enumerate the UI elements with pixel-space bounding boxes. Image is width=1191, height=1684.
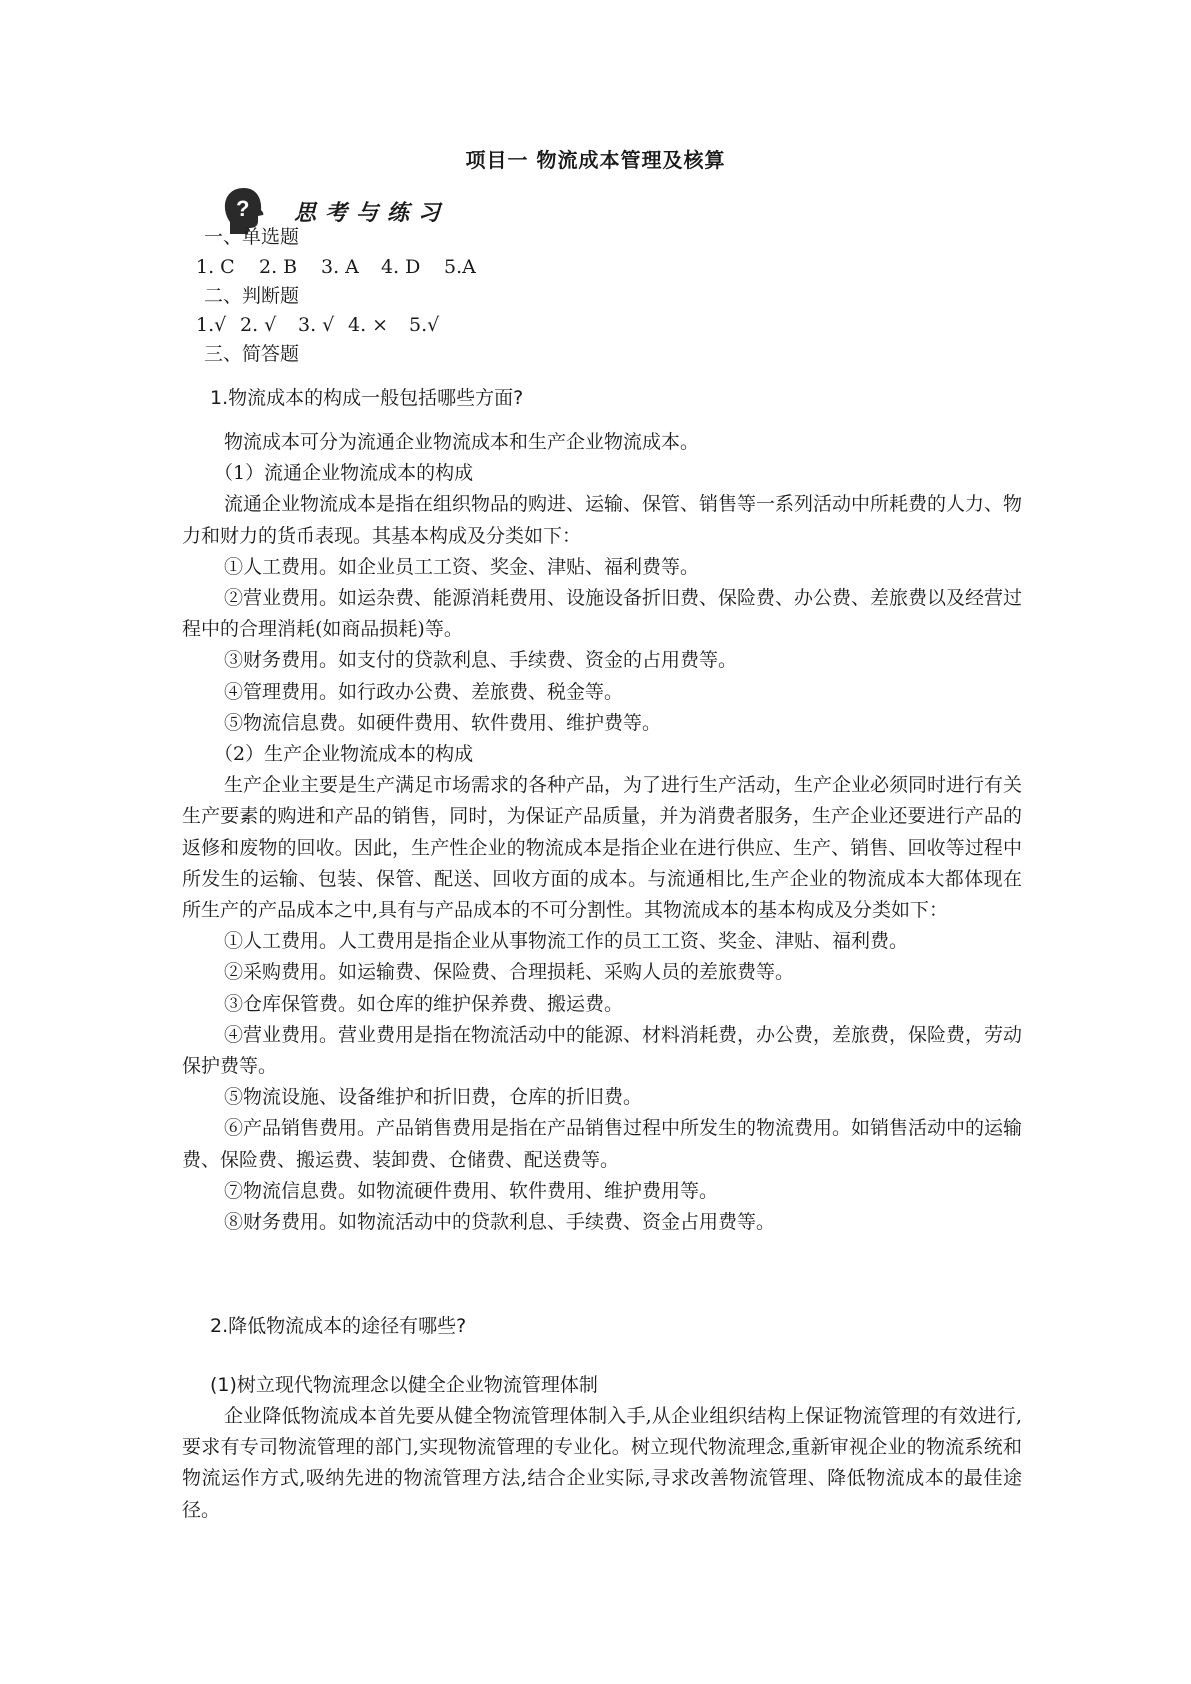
subsection-title: （2）生产企业物流成本的构成 bbox=[214, 743, 474, 766]
paragraph: 物流成本可分为流通企业物流成本和生产企业物流成本。 bbox=[224, 431, 700, 453]
list-item: ①人工费用。人工费用是指企业从事物流工作的员工工资、奖金、津贴、福利费。 bbox=[224, 930, 909, 953]
answer-2-body bbox=[182, 1401, 1022, 1526]
section-heading-single-choice: 一、单选题 bbox=[204, 226, 300, 248]
page-title: 项目一 物流成本管理及核算 bbox=[465, 148, 726, 172]
list-item: ⑤物流信息费。如硬件费用、软件费用、维护费等。 bbox=[224, 711, 662, 734]
subsection-title: （1）流通企业物流成本的构成 bbox=[214, 462, 474, 485]
banner-title: 思考与练习 bbox=[294, 199, 450, 226]
answer-item: 1. C bbox=[196, 256, 235, 278]
list-item: ③财务费用。如支付的贷款利息、手续费、资金的占用费等。 bbox=[224, 649, 738, 672]
section-heading-short-answer: 三、简答题 bbox=[204, 343, 300, 365]
list-item: ①人工费用。如企业员工工资、奖金、津贴、福利费等。 bbox=[224, 555, 700, 578]
answer-item: 2. B bbox=[259, 256, 298, 278]
list-item: ④营业费用。营业费用是指在物流活动中的能源、材料消耗费，办公费，差旅费，保险费，劳动保护费等。 bbox=[182, 1023, 1023, 1078]
subsection-title: (1)树立现代物流理念以健全企业物流管理体制 bbox=[210, 1374, 598, 1396]
list-item: ②营业费用。如运杂费、能源消耗费用、设施设备折旧费、保险费、办公费、差旅费以及经营过程中的合理消耗(如商品损耗)等。 bbox=[182, 587, 1023, 641]
list-item: ⑤物流设施、设备维护和折旧费，仓库的折旧费。 bbox=[224, 1086, 643, 1109]
answer-item: 1.√ bbox=[196, 314, 227, 336]
true-false-answers bbox=[196, 310, 439, 340]
question-1: 1.物流成本的构成一般包括哪些方面? bbox=[210, 387, 524, 409]
paragraph: 生产企业主要是生产满足市场需求的各种产品，为了进行生产活动，生产企业必须同时进行有关生产要素的购进和产品的销售，同时，为保证产品质量，并为消费者服务，生产企业还要进行产品的返修和废物的回收。因此，生产性企业的物流成本是指企业在进行供应、生产、销售、回收等过程中所发生的运输、包装、保管、配送、回收方面的成本。与流通相比,生产企业的物流成本大都体现在所生产的产品成本之中,具有与产品成本的不可分割性。其物流成本的基本构成及分类如下： bbox=[182, 774, 1023, 922]
svg-text:?: ? bbox=[236, 196, 250, 221]
answer-item: 4. × bbox=[348, 314, 389, 336]
single-choice-answers bbox=[196, 252, 476, 282]
answer-item: 3. A bbox=[321, 256, 359, 278]
list-item: ③仓库保管费。如仓库的维护保养费、搬运费。 bbox=[224, 992, 624, 1015]
list-item: ⑦物流信息费。如物流硬件费用、软件费用、维护费用等。 bbox=[224, 1179, 719, 1202]
section-heading-true-false: 二、判断题 bbox=[204, 285, 300, 307]
answer-item: 4. D bbox=[381, 256, 421, 278]
list-item: ⑧财务费用。如物流活动中的贷款利息、手续费、资金占用费等。 bbox=[224, 1211, 776, 1234]
answer-1-body bbox=[182, 427, 1022, 1238]
list-item: ④管理费用。如行政办公费、差旅费、税金等。 bbox=[224, 680, 624, 703]
answer-item: 5.√ bbox=[409, 314, 440, 336]
answer-item: 5.A bbox=[444, 256, 476, 278]
list-item: ②采购费用。如运输费、保险费、合理损耗、采购人员的差旅费等。 bbox=[224, 961, 795, 984]
answer-item: 3. √ bbox=[298, 314, 335, 336]
paragraph: 流通企业物流成本是指在组织物品的购进、运输、保管、销售等一系列活动中所耗费的人力、物力和财力的货币表现。其基本构成及分类如下： bbox=[182, 493, 1023, 547]
answer-item: 2. √ bbox=[240, 314, 277, 336]
question-2: 2.降低物流成本的途径有哪些? bbox=[210, 1315, 467, 1337]
list-item: ⑥产品销售费用。产品销售费用是指在产品销售过程中所发生的物流费用。如销售活动中的运输费、保险费、搬运费、装卸费、仓储费、配送费等。 bbox=[182, 1117, 1023, 1171]
paragraph: 企业降低物流成本首先要从健全物流管理体制入手,从企业组织结构上保证物流管理的有效进行,要求有专司物流管理的部门,实现物流管理的专业化。树立现代物流理念,重新审视企业的物流系统和物流运作方式,吸纳先进的物流管理方法,结合企业实际,寻求改善物流管理、降低物流成本的最佳途径。 bbox=[182, 1405, 1022, 1521]
